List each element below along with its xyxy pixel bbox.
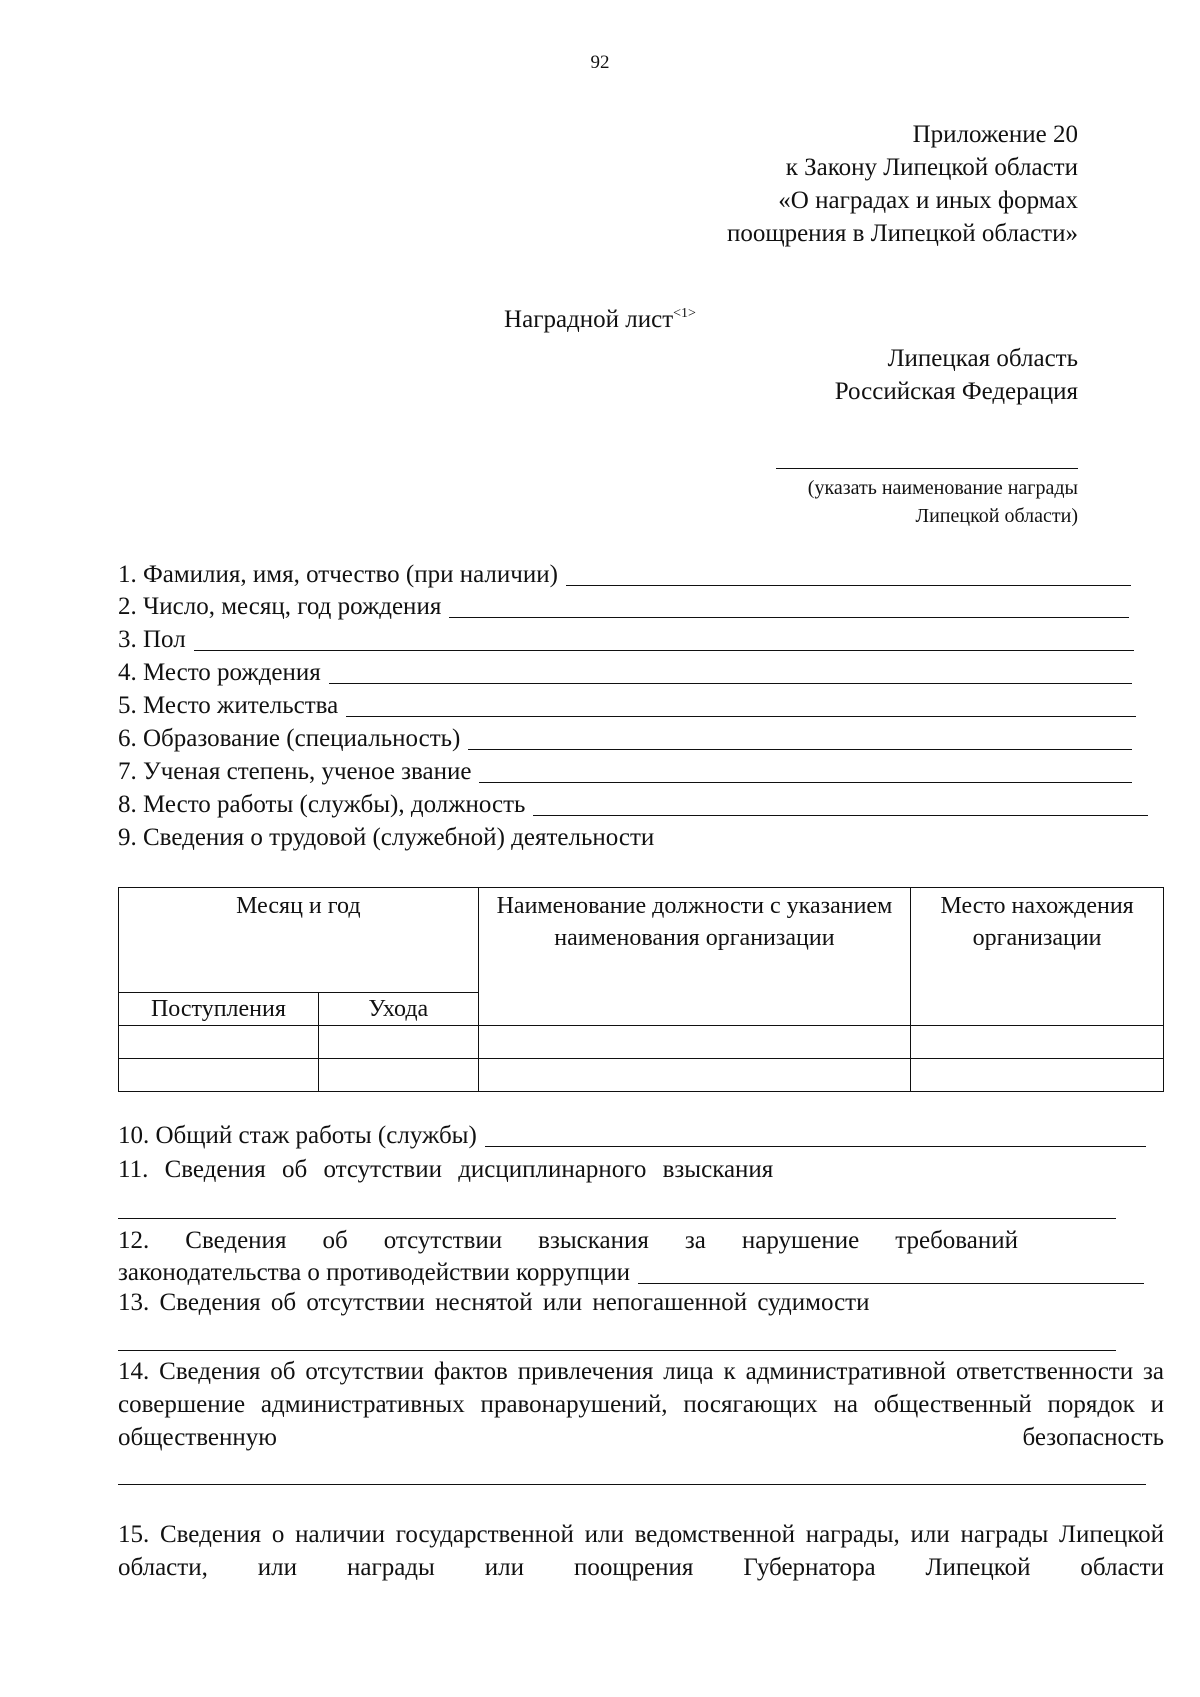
item-14-text: 14. Сведения об отсутствии фактов привлечения лица к административной ответственности за совершение административных правонарушений, посягающих на общественный порядок и общественную безопасность bbox=[118, 1358, 1164, 1451]
field-label: 4. Место рождения bbox=[118, 659, 321, 686]
field-fill-line[interactable] bbox=[194, 650, 1134, 651]
field-education bbox=[118, 723, 1132, 753]
table-cell[interactable] bbox=[911, 1026, 1164, 1059]
table-cell[interactable] bbox=[119, 1059, 319, 1092]
field-work-history-heading bbox=[118, 822, 1148, 852]
page-number: 92 bbox=[590, 52, 610, 73]
item-15-text: 15. Сведения о наличии государственной или ведомственной награды, или награды Липецкой области, или награды или поощрения Губернатора Липецкой области bbox=[118, 1521, 1164, 1581]
field-anticorruption bbox=[118, 1257, 1144, 1287]
region-block bbox=[835, 342, 1078, 408]
table-row bbox=[119, 1026, 1164, 1059]
document-title bbox=[0, 306, 1200, 334]
field-birth-date bbox=[118, 591, 1129, 621]
field-label: 10. Общий стаж работы (службы) bbox=[118, 1122, 477, 1149]
title-footnote: <1> bbox=[673, 306, 696, 321]
field-birth-place bbox=[118, 657, 1132, 687]
header-month-year: Месяц и год bbox=[119, 888, 479, 993]
field-label: 5. Место жительства bbox=[118, 692, 339, 719]
table-cell[interactable] bbox=[478, 1059, 911, 1092]
field-total-service bbox=[118, 1120, 1146, 1150]
appendix-header bbox=[727, 118, 1078, 250]
field-degree bbox=[118, 756, 1132, 786]
table-cell[interactable] bbox=[478, 1026, 911, 1059]
field-fill-line[interactable] bbox=[566, 585, 1131, 586]
table-cell[interactable] bbox=[911, 1059, 1164, 1092]
field-full-name bbox=[118, 559, 1131, 589]
field-label: 1. Фамилия, имя, отчество (при наличии) bbox=[118, 561, 558, 588]
field-fill-line[interactable] bbox=[533, 815, 1148, 816]
field-residence bbox=[118, 690, 1136, 720]
field-label: 2. Число, месяц, год рождения bbox=[118, 593, 442, 620]
field-label: 3. Пол bbox=[118, 626, 186, 653]
award-hint-line: Липецкой области) bbox=[915, 505, 1078, 527]
field-fill-line[interactable] bbox=[485, 1146, 1146, 1147]
item-13-fill-line[interactable] bbox=[118, 1350, 1116, 1351]
table-cell[interactable] bbox=[119, 1026, 319, 1059]
field-label: законодательства о противодействии коррупции bbox=[118, 1259, 631, 1286]
region-line: Липецкая область bbox=[887, 345, 1078, 372]
appendix-line: Приложение 20 bbox=[912, 121, 1078, 148]
award-name-line[interactable] bbox=[776, 468, 1078, 469]
table-cell[interactable] bbox=[318, 1026, 478, 1059]
item-11-text: 11. Сведения об отсутствии дисциплинарного взыскания bbox=[118, 1156, 774, 1183]
field-workplace bbox=[118, 789, 1148, 819]
field-label: 6. Образование (специальность) bbox=[118, 725, 461, 752]
item-13-text: 13. Сведения об отсутствии неснятой или непогашенной судимости bbox=[118, 1289, 870, 1316]
field-label: 7. Ученая степень, ученое звание bbox=[118, 758, 472, 785]
work-history-table bbox=[118, 887, 1164, 1092]
subheader-start: Поступления bbox=[119, 993, 319, 1026]
appendix-line: «О наградах и иных формах bbox=[778, 187, 1078, 214]
header-position: Наименование должности с указанием наименования организации bbox=[478, 888, 911, 1026]
field-fill-line[interactable] bbox=[346, 716, 1136, 717]
award-hint-line: (указать наименование награды bbox=[807, 477, 1078, 499]
table-row bbox=[119, 1059, 1164, 1092]
subheader-end: Ухода bbox=[318, 993, 478, 1026]
field-fill-line[interactable] bbox=[329, 683, 1132, 684]
field-label: 9. Сведения о трудовой (служебной) деятельности bbox=[118, 824, 655, 851]
award-hint bbox=[808, 474, 1078, 530]
field-fill-line[interactable] bbox=[449, 617, 1129, 618]
item-14-fill-line[interactable] bbox=[118, 1484, 1146, 1485]
field-label: 8. Место работы (службы), должность bbox=[118, 791, 526, 818]
header-location: Место нахождения организации bbox=[911, 888, 1164, 1026]
table-cell[interactable] bbox=[318, 1059, 478, 1092]
table-header-row bbox=[119, 888, 1164, 993]
region-line: Российская Федерация bbox=[834, 378, 1078, 405]
title-text: Наградной лист bbox=[504, 306, 674, 333]
appendix-line: к Закону Липецкой области bbox=[785, 154, 1078, 181]
field-sex bbox=[118, 624, 1134, 654]
item-11-fill-line[interactable] bbox=[118, 1218, 1116, 1219]
field-fill-line[interactable] bbox=[468, 749, 1132, 750]
field-fill-line[interactable] bbox=[479, 782, 1132, 783]
appendix-line: поощрения в Липецкой области» bbox=[726, 220, 1078, 247]
item-12-line1: 12. Сведения об отсутствии взыскания за нарушение требований bbox=[118, 1227, 1018, 1254]
field-fill-line[interactable] bbox=[638, 1283, 1144, 1284]
